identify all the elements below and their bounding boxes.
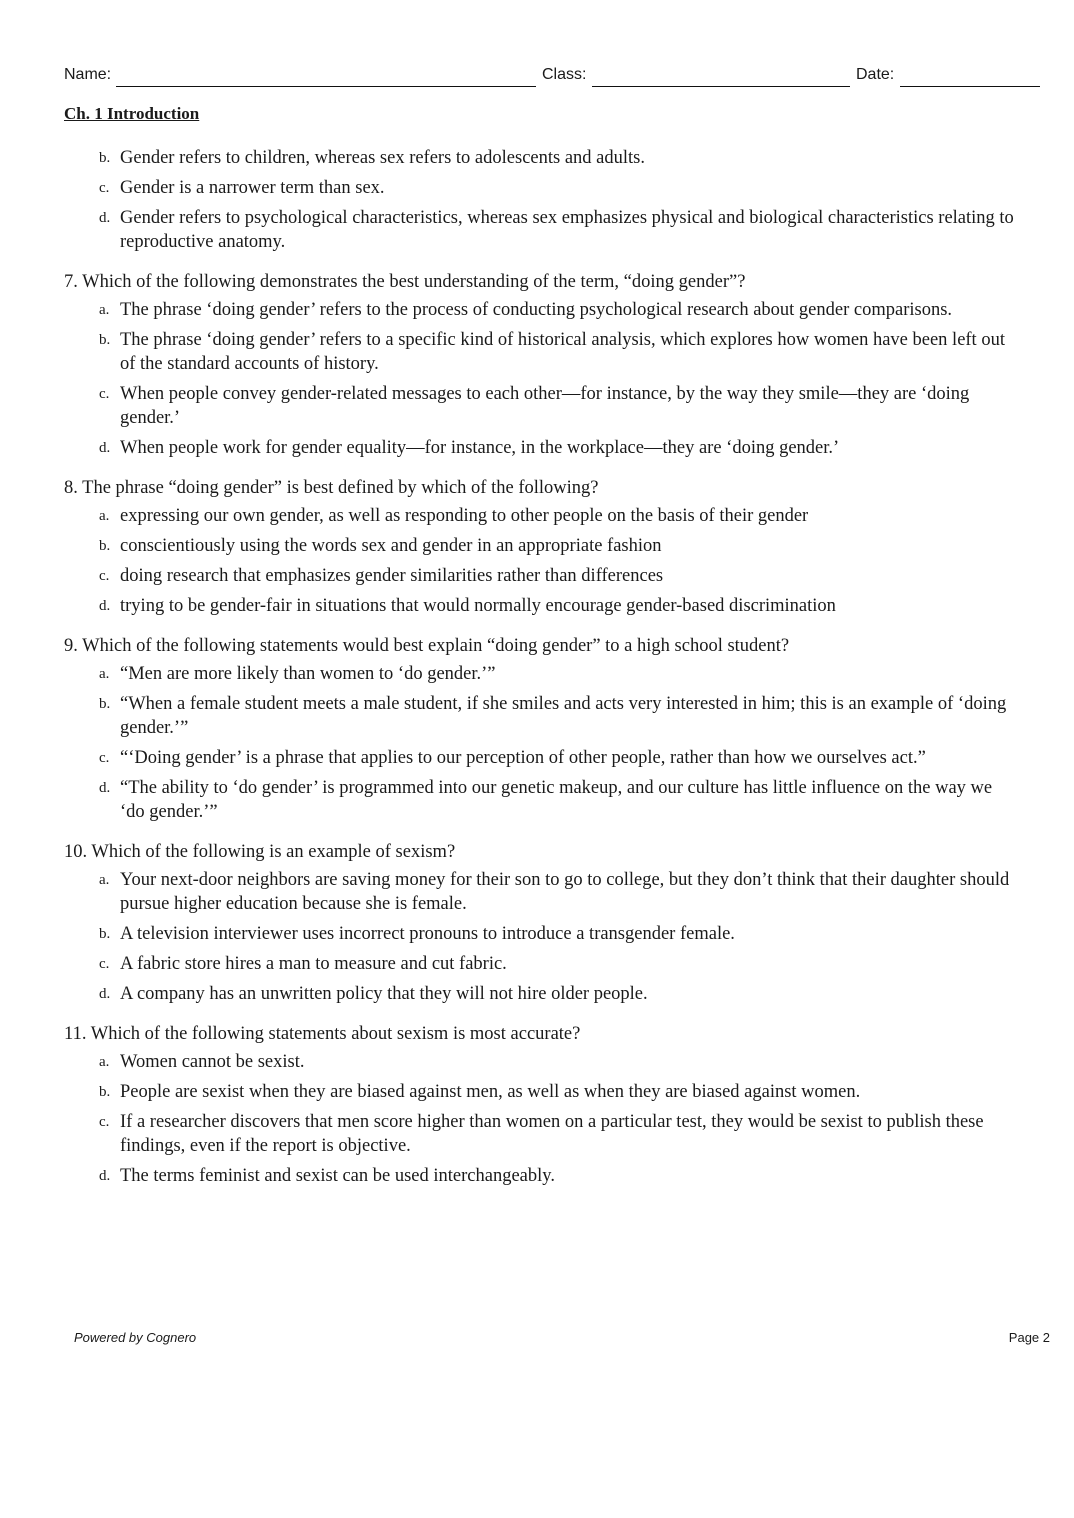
choice-text: Your next-door neighbors are saving money for their son to go to college, but they don’t think that their daughter should pursue higher education because she is female. <box>120 870 1010 914</box>
question-8 <box>64 476 1014 618</box>
question-stem: 10. Which of the following is an example of sexism? <box>64 842 456 862</box>
choice-text: conscientiously using the words sex and gender in an appropriate fashion <box>120 536 662 556</box>
question-7 <box>64 270 1014 460</box>
choice-letter: b. <box>99 926 111 942</box>
choice-text: A television interviewer uses incorrect pronouns to introduce a transgender female. <box>120 924 735 944</box>
choice-item <box>64 436 1014 460</box>
choice-item <box>64 504 1014 528</box>
choice-text: doing research that emphasizes gender similarities rather than differences <box>120 566 664 586</box>
choice-item <box>64 328 1014 376</box>
choice-item <box>64 868 1014 916</box>
choice-letter: a. <box>99 872 110 888</box>
choice-letter: c. <box>99 180 110 196</box>
choice-item <box>64 1080 1014 1104</box>
question-stem: 11. Which of the following statements about sexism is most accurate? <box>64 1024 581 1044</box>
choice-item <box>64 298 1014 322</box>
choice-item <box>64 692 1014 740</box>
choice-letter: c. <box>99 1114 110 1130</box>
choice-item <box>64 982 1014 1006</box>
choice-text: “The ability to ‘do gender’ is programmed into our genetic makeup, and our culture has little influence on the way we ‘do gender.’” <box>120 778 993 822</box>
name-blank-line <box>116 86 536 87</box>
choice-letter: d. <box>99 1168 111 1184</box>
question-9 <box>64 634 1014 824</box>
choice-text: The phrase ‘doing gender’ refers to the process of conducting psychological research about gender comparisons. <box>120 300 953 320</box>
choice-letter: d. <box>99 440 111 456</box>
choice-text: “‘Doing gender’ is a phrase that applies to our perception of other people, rather than how we ourselves act.” <box>120 748 926 768</box>
choice-item <box>64 776 1014 824</box>
choice-letter: c. <box>99 568 110 584</box>
question-stem: 8. The phrase “doing gender” is best defined by which of the following? <box>64 478 599 498</box>
choice-letter: b. <box>99 332 111 348</box>
choice-item <box>64 534 1014 558</box>
choice-text: “When a female student meets a male student, if she smiles and acts very interested in him; this is an example of ‘doing gender.’” <box>120 694 1007 738</box>
choice-text: A company has an unwritten policy that they will not hire older people. <box>120 984 648 1004</box>
choice-item <box>64 952 1014 976</box>
question-10 <box>64 840 1014 1006</box>
choice-item <box>64 1164 1014 1188</box>
choice-text: “Men are more likely than women to ‘do gender.’” <box>120 664 496 684</box>
choice-item <box>64 146 1014 170</box>
choice-item <box>64 564 1014 588</box>
choice-letter: a. <box>99 1054 110 1070</box>
choice-text: The terms feminist and sexist can be used interchangeably. <box>120 1166 555 1186</box>
chapter-title: Ch. 1 Introduction <box>64 104 200 123</box>
choice-letter: a. <box>99 508 110 524</box>
choice-text: trying to be gender-fair in situations that would normally encourage gender-based discrimination <box>120 596 836 616</box>
choice-item <box>64 176 1014 200</box>
choice-text: expressing our own gender, as well as responding to other people on the basis of their gender <box>120 506 809 526</box>
class-blank-line <box>592 86 850 87</box>
choice-item <box>64 922 1014 946</box>
choice-item <box>64 662 1014 686</box>
name-label: Name: <box>64 66 112 83</box>
choice-text: Gender refers to psychological characteristics, whereas sex emphasizes physical and biological characteristics relating to reproductive anatomy. <box>120 208 1014 252</box>
question-11 <box>64 1022 1014 1188</box>
date-blank-line <box>900 86 1040 87</box>
student-info-header <box>64 64 1040 92</box>
date-label: Date: <box>856 66 895 83</box>
choice-item <box>64 206 1014 254</box>
powered-by-label: Powered by Cognero <box>74 1330 197 1345</box>
choice-item <box>64 746 1014 770</box>
choice-text: Gender is a narrower term than sex. <box>120 178 385 198</box>
choice-letter: b. <box>99 1084 111 1100</box>
choice-letter: b. <box>99 150 111 166</box>
question-list <box>64 146 1014 1194</box>
choice-item <box>64 1110 1014 1158</box>
choice-letter: d. <box>99 780 111 796</box>
choice-text: The phrase ‘doing gender’ refers to a specific kind of historical analysis, which explores how women have been left out of the standard accounts of history. <box>120 330 1005 374</box>
question-stem: 9. Which of the following statements would best explain “doing gender” to a high school student? <box>64 636 790 656</box>
choice-letter: d. <box>99 598 111 614</box>
choice-letter: a. <box>99 666 110 682</box>
choice-text: When people convey gender-related messages to each other—for instance, by the way they smile—they are ‘doing gender.’ <box>120 384 970 428</box>
choice-item <box>64 594 1014 618</box>
class-label: Class: <box>542 66 587 83</box>
choice-item <box>64 1050 1014 1074</box>
choice-letter: c. <box>99 750 110 766</box>
page-number: Page 2 <box>1008 1330 1050 1345</box>
question-stem: 7. Which of the following demonstrates the best understanding of the term, “doing gender”? <box>64 272 746 292</box>
choice-text: Women cannot be sexist. <box>120 1052 305 1072</box>
choice-letter: c. <box>99 956 110 972</box>
choice-letter: b. <box>99 696 111 712</box>
choice-text: People are sexist when they are biased against men, as well as when they are biased against women. <box>120 1082 861 1102</box>
choice-text: Gender refers to children, whereas sex refers to adolescents and adults. <box>120 148 645 168</box>
choice-letter: c. <box>99 386 110 402</box>
choice-letter: b. <box>99 538 111 554</box>
choice-text: When people work for gender equality—for instance, in the workplace—they are ‘doing gender.’ <box>120 438 840 458</box>
continued-choices <box>64 146 1014 254</box>
choice-item <box>64 382 1014 430</box>
choice-text: If a researcher discovers that men score higher than women on a particular test, they would be sexist to publish these findings, even if the report is objective. <box>120 1112 984 1156</box>
choice-letter: d. <box>99 210 111 226</box>
choice-letter: d. <box>99 986 111 1002</box>
choice-text: A fabric store hires a man to measure and cut fabric. <box>120 954 507 974</box>
choice-letter: a. <box>99 302 110 318</box>
